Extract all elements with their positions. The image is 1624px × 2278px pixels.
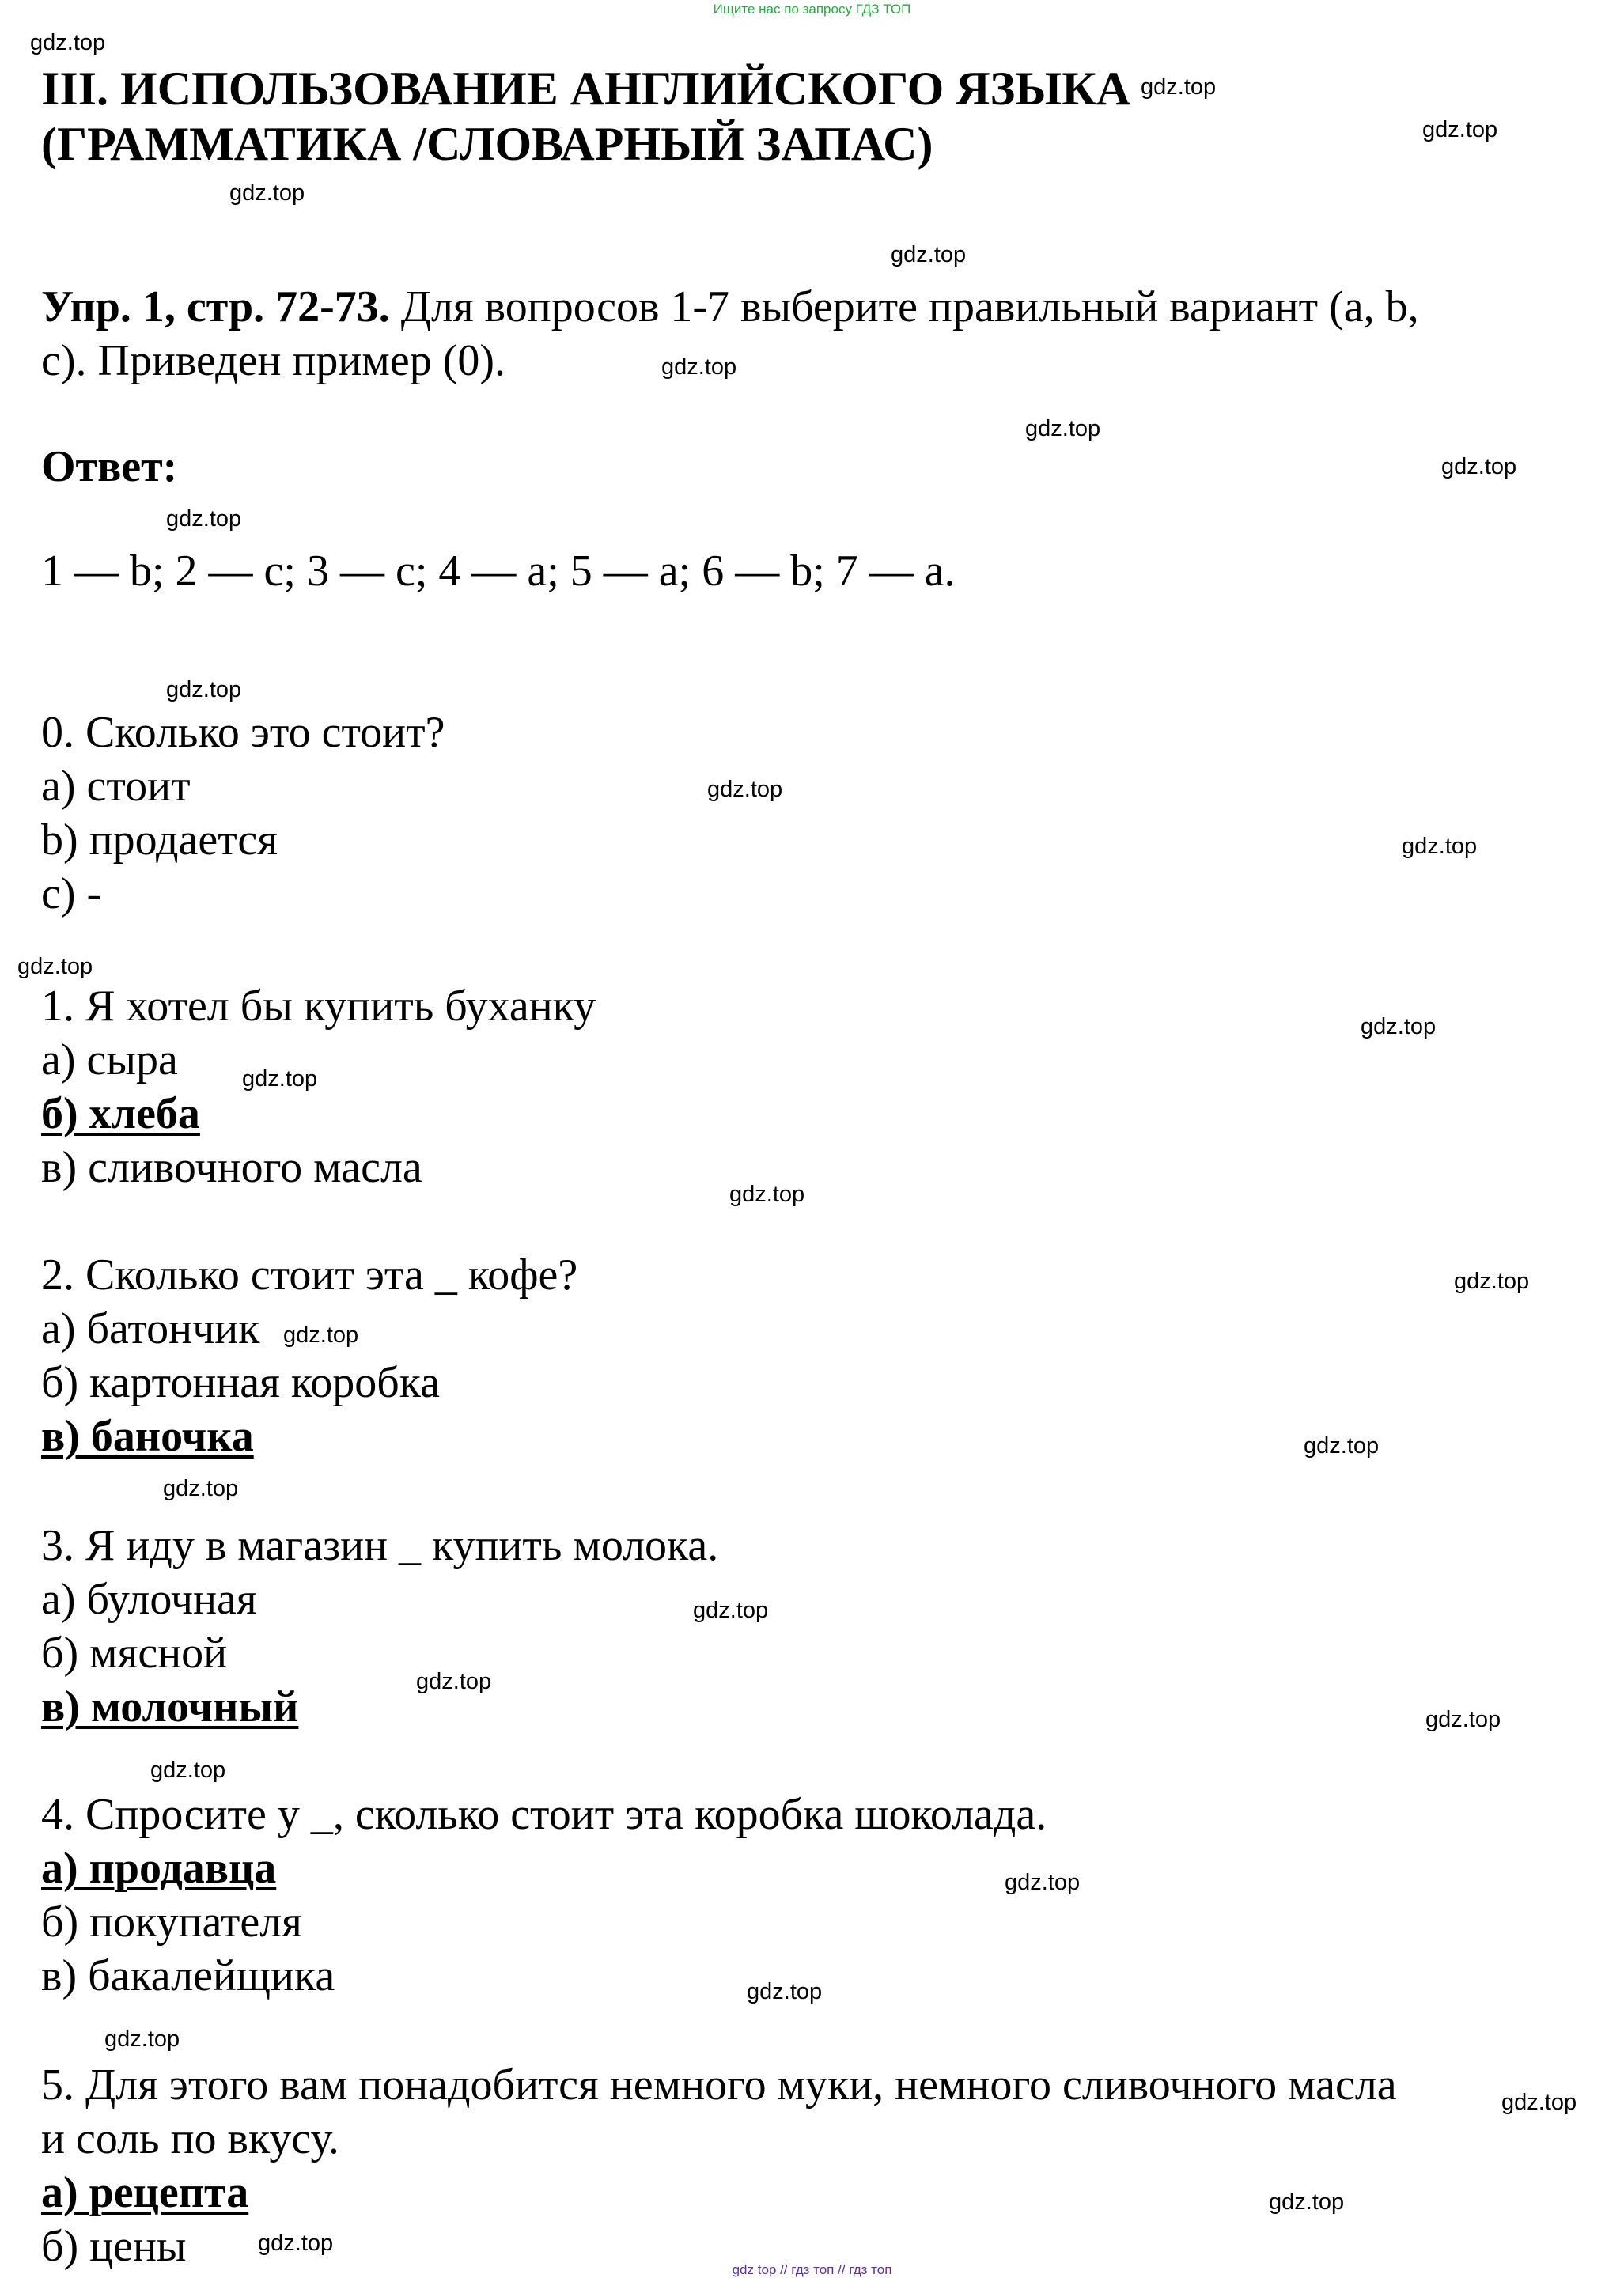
question-4-option-a-correct: а) продавца (41, 1844, 277, 1893)
watermark: gdz.top (1361, 1014, 1437, 1039)
question-4-option-c: в) бакалейщика (41, 1951, 335, 2000)
answer-label: Ответ: (41, 442, 178, 491)
watermark: gdz.top (1402, 834, 1478, 859)
question-0-prompt: 0. Сколько это стоит? (41, 708, 445, 757)
question-0-option-a: а) стоит (41, 762, 191, 811)
question-2-option-a: а) батончик (41, 1304, 260, 1353)
section-heading-line2: (ГРАММАТИКА /СЛОВАРНЫЙ ЗАПАС) (41, 118, 933, 170)
watermark: gdz.top (1441, 454, 1517, 479)
section-heading-line1: III. ИСПОЛЬЗОВАНИЕ АНГЛИЙСКОГО ЯЗЫКА (41, 62, 1131, 115)
question-0-option-b: b) продается (41, 815, 278, 865)
watermark: gdz.top (258, 2231, 334, 2256)
question-5-option-b: б) цены (41, 2222, 187, 2271)
question-1-option-a: а) сыра (41, 1035, 178, 1084)
task-line2: c). Приведен пример (0). (41, 336, 505, 385)
watermark: gdz.top (242, 1066, 318, 1092)
watermark: gdz.top (1454, 1269, 1530, 1294)
watermark: gdz.top (1501, 2090, 1577, 2115)
question-3-option-a: а) булочная (41, 1575, 257, 1624)
watermark: gdz.top (166, 677, 242, 702)
question-3-option-c-correct: в) молочный (41, 1682, 299, 1731)
watermark: gdz.top (707, 777, 783, 802)
watermark: gdz.top (891, 242, 967, 267)
watermark: gdz.top (30, 30, 106, 55)
question-2-prompt: 2. Сколько стоит эта _ кофе? (41, 1251, 578, 1300)
watermark: gdz.top (693, 1598, 769, 1623)
watermark: gdz.top (1025, 416, 1101, 441)
watermark: gdz.top (104, 2026, 180, 2052)
watermark: gdz.top (229, 180, 305, 206)
question-1-prompt: 1. Я хотел бы купить буханку (41, 982, 596, 1031)
bottom-banner[interactable]: gdz top // гдз топ // гдз топ (732, 2262, 892, 2277)
question-4-option-b: б) покупателя (41, 1898, 302, 1947)
top-banner[interactable]: Ищите нас по запросу ГДЗ ТОП (713, 2, 911, 17)
question-2-option-c-correct: в) баночка (41, 1412, 254, 1461)
task-text: Для вопросов 1-7 выберите правильный вариант (a, b, (389, 282, 1419, 331)
task-label: Упр. 1, стр. 72-73. (41, 282, 390, 331)
watermark: gdz.top (1304, 1433, 1380, 1459)
question-5-option-a-correct: а) рецепта (41, 2168, 249, 2217)
watermark: gdz.top (1425, 1707, 1501, 1732)
answer-key: 1 — b; 2 — c; 3 — c; 4 — a; 5 — a; 6 — b; 7 — a. (41, 547, 956, 596)
question-5-prompt-line2: и соль по вкусу. (41, 2114, 339, 2163)
task-line1 (41, 280, 1419, 334)
watermark: gdz.top (283, 1323, 359, 1348)
question-0-option-c: c) - (41, 869, 102, 918)
question-4-prompt: 4. Спросите у _, сколько стоит эта коробка шоколада. (41, 1790, 1047, 1839)
watermark: gdz.top (1141, 74, 1217, 100)
watermark: gdz.top (747, 1979, 823, 2004)
watermark: gdz.top (729, 1182, 805, 1207)
watermark: gdz.top (1005, 1870, 1081, 1895)
question-5-prompt: 5. Для этого вам понадобится немного муки, немного сливочного масла (41, 2060, 1397, 2110)
question-1-option-c: в) сливочного масла (41, 1143, 422, 1192)
watermark: gdz.top (166, 506, 242, 532)
watermark: gdz.top (661, 354, 737, 380)
watermark: gdz.top (416, 1669, 492, 1694)
question-1-option-b-correct: б) хлеба (41, 1089, 200, 1138)
question-2-option-b: б) картонная коробка (41, 1358, 440, 1407)
question-3-option-b: б) мясной (41, 1629, 228, 1678)
watermark: gdz.top (1269, 2189, 1345, 2215)
watermark: gdz.top (1422, 117, 1498, 142)
watermark: gdz.top (163, 1476, 239, 1501)
question-3-prompt: 3. Я иду в магазин _ купить молока. (41, 1521, 719, 1570)
watermark: gdz.top (17, 954, 93, 979)
watermark: gdz.top (150, 1758, 226, 1783)
